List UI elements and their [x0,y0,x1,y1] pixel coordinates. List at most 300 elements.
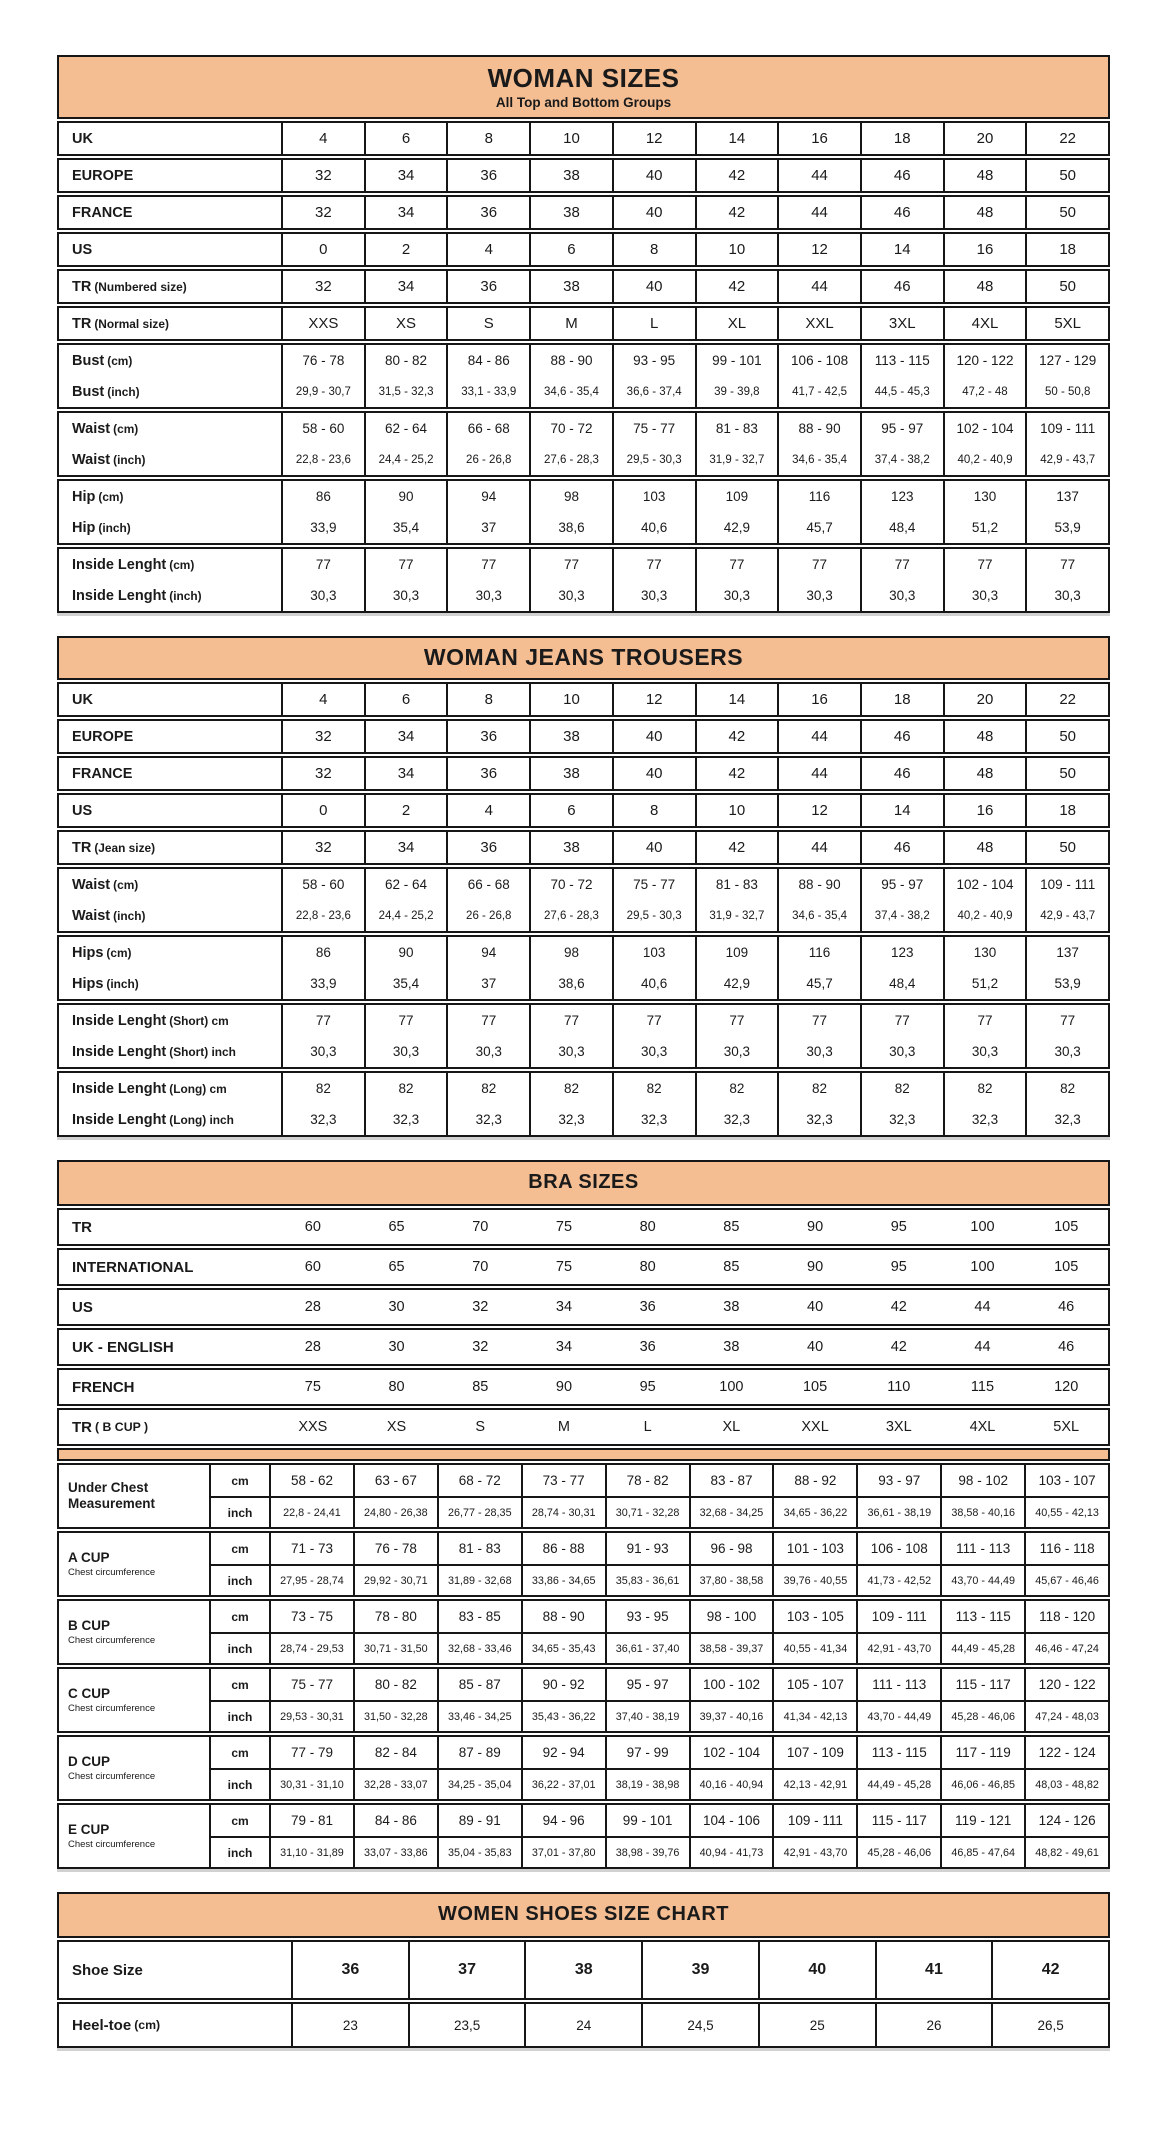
size-value: 120 - 122 [943,345,1026,376]
table-row [59,580,1108,611]
row-group [57,1071,1110,1137]
row-label-detail: (Numbered size) [94,279,187,294]
size-value: 30,3 [529,580,612,611]
size-value: 38 [723,1299,740,1315]
size-value: 30,3 [943,580,1026,611]
size-value: 82 [695,1073,778,1104]
size-value: 22,8 - 23,6 [281,900,364,931]
table-row [59,2004,1108,2046]
size-value: 42 [890,1299,907,1315]
size-value: 80 [639,1259,656,1275]
size-value: 30,3 [281,1036,364,1067]
size-value: 46 [860,160,943,191]
size-value: 30 [388,1299,405,1315]
size-value: 109 [695,937,778,968]
row-label: EUROPE [72,728,134,745]
size-value: 85 - 87 [437,1669,521,1700]
size-value: 70 - 72 [529,869,612,900]
size-value: 38 [524,1942,641,1998]
women-shoes-header [57,1892,1110,1938]
bra-sizes-body [57,1208,1110,1869]
size-value: 24,80 - 26,38 [353,1498,437,1527]
size-value: 30,3 [943,1036,1026,1067]
unit-label: cm [231,1541,249,1556]
size-value: 87 - 89 [437,1737,521,1768]
size-value: 48,82 - 49,61 [1024,1838,1108,1867]
size-value: 40,6 [612,512,695,543]
size-value: 40,6 [612,968,695,999]
size-value: 34 [364,721,447,752]
row-label [59,1073,281,1104]
size-value: 38,58 - 40,16 [940,1498,1024,1527]
size-value: 18 [860,123,943,154]
table-row [211,1805,1108,1836]
row-label: EUROPE [72,167,134,184]
size-value: 12 [777,234,860,265]
row-label-detail: (cm) [107,353,133,368]
size-value: 48,03 - 48,82 [1024,1770,1108,1799]
size-value: 50 [1025,197,1108,228]
table-row [211,1496,1108,1527]
row-label-main: Hip [72,488,96,505]
size-value: 30,3 [695,1036,778,1067]
size-value: 88 - 90 [529,345,612,376]
size-value: 36 [639,1339,656,1355]
table-row [211,1836,1108,1867]
size-value: 44 [777,160,860,191]
size-value: 77 [777,1005,860,1036]
size-value: 111 - 113 [856,1669,940,1700]
size-value: 36,6 - 37,4 [612,376,695,407]
size-value: 25 [758,2004,875,2046]
size-value: 29,9 - 30,7 [281,376,364,407]
size-value: 30,3 [1025,580,1108,611]
size-value: 43,70 - 44,49 [856,1702,940,1731]
size-value: 30,3 [860,1036,943,1067]
table-row [59,832,1108,863]
size-value: 65 [388,1219,405,1235]
size-value: S [446,308,529,339]
divider-strip [57,1448,1110,1461]
row-label [59,1005,281,1036]
size-value: 40 [612,160,695,191]
unit-label: cm [231,1745,249,1760]
table-row [59,234,1108,265]
size-value: 42,9 - 43,7 [1025,444,1108,475]
row-label-main: Inside Lenght [72,1043,167,1060]
size-value: 53,9 [1025,968,1108,999]
row-label [59,512,281,543]
size-value: 48 [943,721,1026,752]
size-value: 50 [1025,758,1108,789]
size-value: 38 [723,1339,740,1355]
size-value: 2 [364,234,447,265]
size-value: 26 - 26,8 [446,900,529,931]
row-label: UK [72,130,93,147]
row-group [57,867,1110,933]
table-row [59,1005,1108,1036]
size-value: 42,9 [695,968,778,999]
size-value: 34 [364,197,447,228]
size-value: 63 - 67 [353,1465,437,1496]
size-value: 77 [364,1005,447,1036]
size-value: 23 [291,2004,408,2046]
size-value: 45,28 - 46,06 [856,1838,940,1867]
table-row [59,1036,1108,1067]
row-label-detail: (Short) inch [169,1044,236,1059]
size-value: 0 [281,795,364,826]
size-value: 5XL [1053,1419,1080,1435]
size-value: 30,3 [281,580,364,611]
size-value: 36 [446,197,529,228]
size-value: 90 [364,481,447,512]
size-value: 32,3 [529,1104,612,1135]
row-label: US [72,241,93,258]
size-value: 31,50 - 32,28 [353,1702,437,1731]
size-value: 28 [304,1339,321,1355]
size-value: 82 [364,1073,447,1104]
size-value: 60 [304,1259,321,1275]
row-label: FRANCE [72,765,133,782]
size-value: 82 - 84 [353,1737,437,1768]
size-value: 38,58 - 39,37 [689,1634,773,1663]
table-row [59,413,1108,444]
size-value: 40 [612,832,695,863]
size-value: 30,3 [777,580,860,611]
woman-sizes-title: WOMAN SIZES [487,63,680,93]
size-value: 46 [860,197,943,228]
size-value: 30,3 [364,580,447,611]
size-value: 116 [777,481,860,512]
size-value: 33,07 - 33,86 [353,1838,437,1867]
size-value: 80 [639,1219,656,1235]
size-value: 105 [1054,1259,1079,1275]
size-value: 70 [472,1219,489,1235]
table-row [59,160,1108,191]
size-value: 37,4 - 38,2 [860,444,943,475]
unit-label: cm [231,1677,249,1692]
size-value: 60 [304,1219,321,1235]
size-value: 113 - 115 [860,345,943,376]
size-value: 38 [529,160,612,191]
row-label-main: Waist [72,907,111,924]
size-value: 16 [943,795,1026,826]
size-value: 32,3 [612,1104,695,1135]
row-label-detail: (Long) inch [169,1112,234,1127]
row-group [57,411,1110,477]
size-value: 46,46 - 47,24 [1024,1634,1108,1663]
size-value: 113 - 115 [856,1737,940,1768]
size-value: L [612,308,695,339]
size-value: 32,68 - 34,25 [689,1498,773,1527]
size-value: 32,68 - 33,46 [437,1634,521,1663]
row-label-main: TR [72,839,92,856]
size-value: 94 [446,481,529,512]
size-value: 99 - 101 [695,345,778,376]
row-group [57,343,1110,409]
size-value: XS [386,1419,407,1435]
cup-group [57,1531,1110,1597]
size-value: 106 - 108 [856,1533,940,1564]
size-value: 68 - 72 [437,1465,521,1496]
size-value: 48 [943,271,1026,302]
size-value: 78 - 80 [353,1601,437,1632]
unit-label: cm [231,1813,249,1828]
table-row [211,1465,1108,1496]
size-value: 85 [723,1259,740,1275]
table-row [211,1768,1108,1799]
row-label [59,549,281,580]
size-value: 4 [446,795,529,826]
row-label-detail: (cm) [98,489,124,504]
row-label [59,900,281,931]
row-label-main: Waist [72,876,111,893]
size-value: 40 [807,1299,824,1315]
row-label [59,2004,291,2046]
table-row [59,1410,1108,1444]
size-value: 77 [943,549,1026,580]
size-value: 34 [555,1299,573,1315]
size-value: 80 - 82 [364,345,447,376]
size-value: 36 [446,758,529,789]
size-value: 32 [472,1299,489,1315]
size-value: 40,55 - 42,13 [1024,1498,1108,1527]
size-value: 37 [446,968,529,999]
cup-label [59,1805,209,1867]
size-value: 35,4 [364,968,447,999]
size-value: 122 - 124 [1024,1737,1108,1768]
cup-label [59,1465,209,1527]
cup-rows [209,1737,1108,1799]
size-value: 36 [446,721,529,752]
size-value: 37 [446,512,529,543]
row-label [59,1104,281,1135]
cup-rows [209,1805,1108,1867]
size-value: 32,3 [695,1104,778,1135]
row-label: US [72,802,93,819]
unit-label: cm [231,1473,249,1488]
size-value: 90 [364,937,447,968]
row-label-detail: (inch) [106,976,139,991]
cup-sublabel: Chest circumference [68,1702,156,1714]
size-value: 34,6 - 35,4 [777,900,860,931]
size-value: 30,3 [446,580,529,611]
size-value: 98 - 102 [940,1465,1024,1496]
size-value: 27,6 - 28,3 [529,444,612,475]
size-value: 41,73 - 42,52 [856,1566,940,1595]
bra-sizes-table [57,1160,1110,1869]
size-value: 103 - 105 [772,1601,856,1632]
row-label-main: Inside Lenght [72,1111,167,1128]
size-value: 103 [612,481,695,512]
size-value: 36 [639,1299,656,1315]
size-value: 3XL [860,308,943,339]
size-value: 12 [612,123,695,154]
size-value: 75 [555,1219,573,1235]
size-value: 30,3 [1025,1036,1108,1067]
row-group [57,1288,1110,1326]
cup-sublabel: Chest circumference [68,1566,156,1578]
size-value: 42,9 [695,512,778,543]
size-value: 51,2 [943,968,1026,999]
size-value: 12 [612,684,695,715]
size-value: 109 - 111 [856,1601,940,1632]
size-value: 37,01 - 37,80 [521,1838,605,1867]
size-value: 36 [446,832,529,863]
row-group [57,2002,1110,2048]
size-value: 34,6 - 35,4 [529,376,612,407]
row-label-detail: ( B CUP ) [95,1420,149,1434]
unit-label: inch [227,1505,253,1520]
size-value: 58 - 60 [281,413,364,444]
size-value: 39,76 - 40,55 [772,1566,856,1595]
size-value: 29,5 - 30,3 [612,900,695,931]
size-value: 46 [1058,1299,1075,1315]
row-label [59,968,281,999]
size-value: 44,49 - 45,28 [940,1634,1024,1663]
size-value: 32,3 [1025,1104,1108,1135]
size-value: XXS [281,308,364,339]
cup-label-line: Under Chest [68,1480,149,1496]
table-row [211,1564,1108,1595]
cup-group [57,1803,1110,1869]
row-label [59,869,281,900]
row-label [59,937,281,968]
size-value: 14 [695,684,778,715]
row-label [59,376,281,407]
size-value: 4 [446,234,529,265]
row-label [59,1410,271,1444]
size-value: 80 - 82 [353,1669,437,1700]
row-label [59,271,281,302]
size-value: 36 [446,271,529,302]
size-value: 66 - 68 [446,413,529,444]
size-value: 90 [807,1219,824,1235]
cup-label [59,1533,209,1595]
size-value: 33,86 - 34,65 [521,1566,605,1595]
size-value: 14 [860,234,943,265]
size-value: 48,4 [860,512,943,543]
table-row [59,1290,1108,1324]
cup-sublabel: Chest circumference [68,1770,156,1782]
size-value: 38 [529,197,612,228]
size-value: 8 [446,684,529,715]
size-value: 120 [1054,1379,1079,1395]
size-value: 41,7 - 42,5 [777,376,860,407]
size-value: 77 [446,549,529,580]
size-value: 26 - 26,8 [446,444,529,475]
size-value: 42 [991,1942,1108,1998]
size-value: 34,25 - 35,04 [437,1770,521,1799]
size-value: 32 [281,832,364,863]
row-label-main: Hips [72,975,104,992]
unit-label: inch [227,1573,253,1588]
size-value: 77 [612,549,695,580]
size-value: 109 - 111 [772,1805,856,1836]
size-value: 0 [281,234,364,265]
size-value: 88 - 90 [777,413,860,444]
size-value: 36,22 - 37,01 [521,1770,605,1799]
size-value: 4XL [943,308,1026,339]
size-value: 8 [446,123,529,154]
size-value: 101 - 103 [772,1533,856,1564]
size-value: 77 [1025,1005,1108,1036]
women-shoes-table [57,1892,1110,2048]
size-value: 50 [1025,160,1108,191]
size-value: 75 - 77 [612,869,695,900]
row-label-detail: (Long) cm [169,1081,227,1096]
size-value: 66 - 68 [446,869,529,900]
size-value: 33,9 [281,512,364,543]
row-group [57,756,1110,791]
row-label: Shoe Size [72,1961,143,1979]
size-value: XL [722,1419,741,1435]
cup-label [59,1669,209,1731]
size-value: 50 [1025,271,1108,302]
size-value: 58 - 60 [281,869,364,900]
size-value: 42,13 - 42,91 [772,1770,856,1799]
size-value: 90 [555,1379,573,1395]
size-value: 42 [695,197,778,228]
size-value: 77 [860,549,943,580]
size-value: 38 [529,721,612,752]
size-value: 95 [639,1379,656,1395]
size-value: 40 [612,197,695,228]
row-label-main: Hip [72,519,96,536]
size-value: 92 - 94 [521,1737,605,1768]
row-label-main: TR [72,278,92,295]
table-row [211,1737,1108,1768]
row-label [59,481,281,512]
size-value: 34 [364,832,447,863]
size-value: 84 - 86 [353,1805,437,1836]
size-value: 31,9 - 32,7 [695,900,778,931]
size-value: 14 [860,795,943,826]
size-value: 2 [364,795,447,826]
size-value: 42 [890,1339,907,1355]
size-value: 36,61 - 37,40 [605,1634,689,1663]
size-value: 16 [777,123,860,154]
size-value: 77 [695,549,778,580]
size-value: 44 [777,721,860,752]
size-value: S [475,1419,486,1435]
row-group [57,306,1110,341]
size-value: 10 [529,684,612,715]
size-value: 30,3 [364,1036,447,1067]
size-value: 77 [695,1005,778,1036]
table-row [59,197,1108,228]
size-value: 26,5 [991,2004,1108,2046]
row-label-detail: (Normal size) [94,316,169,331]
size-value: 10 [695,234,778,265]
row-group [57,793,1110,828]
unit-label: inch [227,1777,253,1792]
size-value: 22,8 - 24,41 [269,1498,353,1527]
size-value: 38,19 - 38,98 [605,1770,689,1799]
table-row [211,1601,1108,1632]
size-value: 77 [1025,549,1108,580]
size-value: 42 [695,832,778,863]
size-value: 75 [555,1259,573,1275]
size-value: 34,6 - 35,4 [777,444,860,475]
size-value: 42 [695,271,778,302]
row-label-detail: (inch) [107,384,140,399]
table-row [59,308,1108,339]
size-value: 118 - 120 [1024,1601,1108,1632]
cup-label-line: Measurement [68,1496,156,1511]
size-value: 50 [1025,721,1108,752]
row-group [57,232,1110,267]
